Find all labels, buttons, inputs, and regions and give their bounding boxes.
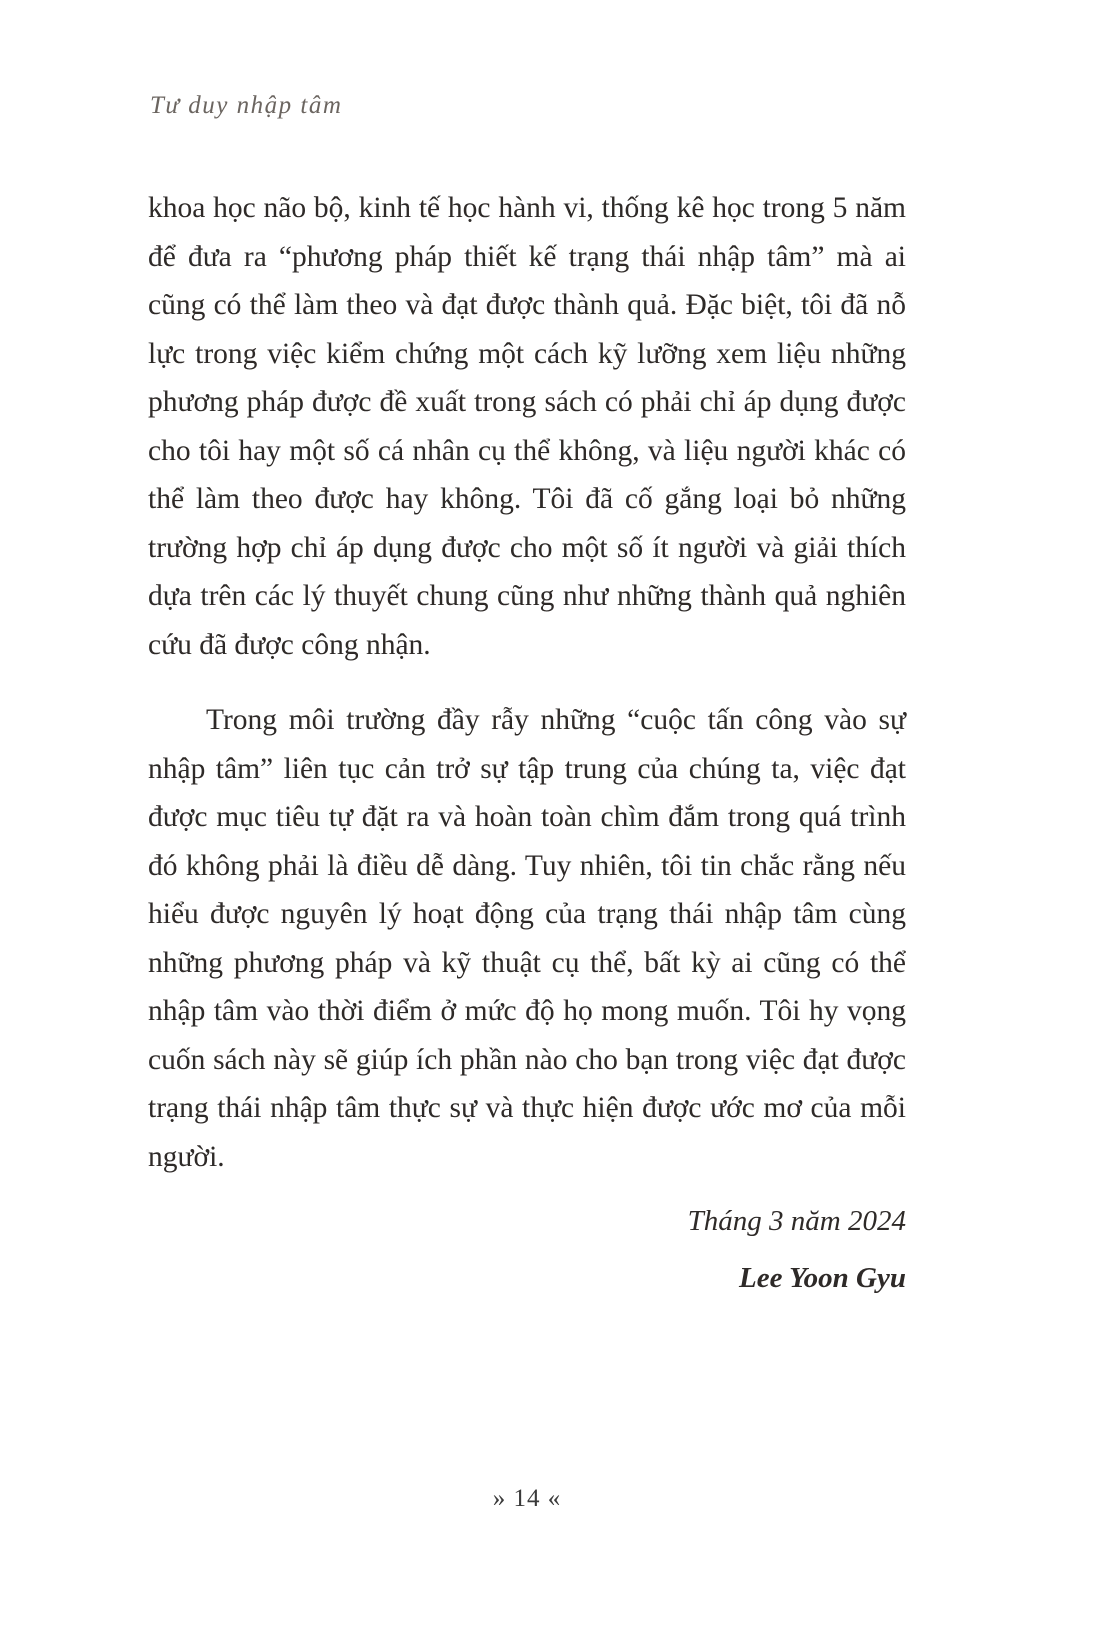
date-line: Tháng 3 năm 2024 xyxy=(687,1205,906,1237)
paragraph: Trong môi trường đầy rẫy những “cuộc tấn công vào sự nhập tâm” liên tục cản trở sự tập trung của chúng ta, việc đạt được mục tiêu tự đặt ra và hoàn toàn chìm đắm trong quá trình đó không phải là điều dễ dàng. Tuy nhiên, tôi tin chắc rằng nếu hiểu được nguyên lý hoạt động của trạng thái nhập tâm cùng những phương pháp và kỹ thuật cụ thể, bất kỳ ai cũng có thể nhập tâm vào thời điểm ở mức độ họ mong muốn. Tôi hy vọng cuốn sách này sẽ giúp ích phần nào cho bạn trong việc đạt được trạng thái nhập tâm thực sự và thực hiện được ước mơ của mỗi người. xyxy=(148,704,906,1173)
running-header: Tư duy nhập tâm xyxy=(150,92,343,119)
paragraph-continuation: khoa học não bộ, kinh tế học hành vi, thống kê học trong 5 năm để đưa ra “phương pháp thiết kế trạng thái nhập tâm” mà ai cũng có thể làm theo và đạt được thành quả. Đặc biệt, tôi đã nỗ lực trong việc kiểm chứng một cách kỹ lưỡng xem liệu những phương pháp được đề xuất trong sách có phải chỉ áp dụng được cho tôi hay một số cá nhân cụ thể không, và liệu người khác có thể làm theo được hay không. Tôi đã cố gắng loại bỏ những trường hợp chỉ áp dụng được cho một số ít người và giải thích dựa trên các lý thuyết chung cũng như những thành quả nghiên cứu đã được công nhận. xyxy=(148,192,906,661)
author-name: Lee Yoon Gyu xyxy=(738,1261,906,1294)
page-body xyxy=(148,184,906,1302)
page-number: » 14 « xyxy=(492,1485,562,1512)
